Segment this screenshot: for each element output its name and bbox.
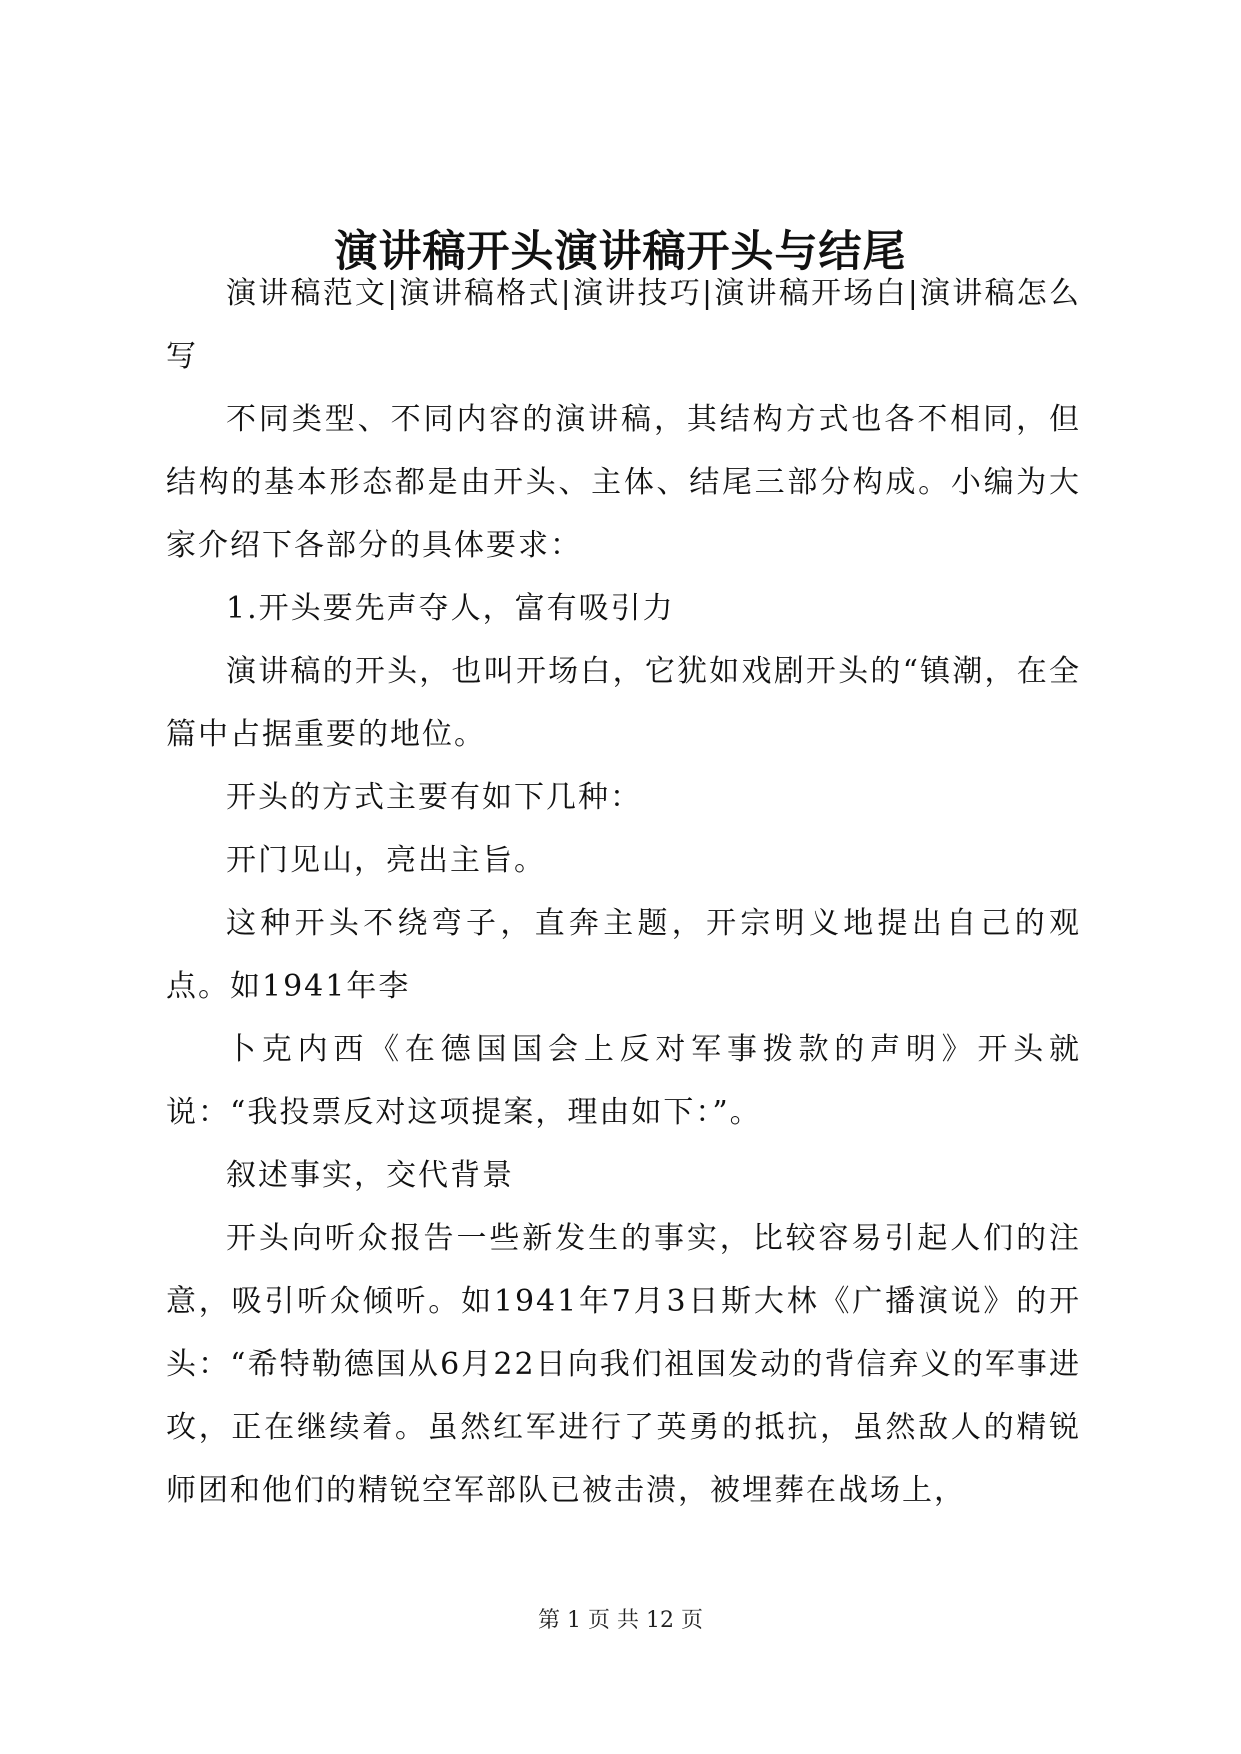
paragraph-liebknecht-quote: 卜克内西《在德国国会上反对军事拨款的声明》开头就说：“我投票反对这项提案，理由如下：”。 (166, 1032, 1081, 1130)
paragraph-method-facts: 叙述事实，交代背景 (226, 1158, 514, 1193)
paragraph-direct-explanation: 这种开头不绕弯子，直奔主题，开宗明义地提出自己的观点。如1941年李 (166, 906, 1081, 1004)
paragraph-opening-methods: 开头的方式主要有如下几种： (226, 780, 642, 815)
paragraph-method-direct: 开门见山，亮出主旨。 (226, 843, 546, 878)
paragraph-facts-explanation: 开头向听众报告一些新发生的事实，比较容易引起人们的注意，吸引听众倾听。如1941年7月3日斯大林《广播演说》的开头：“希特勒德国从6月22日向我们祖国发动的背信弃义的军事进攻，正在继续着。虽然红军进行了英勇的抵抗，虽然敌人的精锐师团和他们的精锐空军部队已被击溃，被埋葬在战场上， (166, 1221, 1081, 1508)
paragraph-intro: 不同类型、不同内容的演讲稿，其结构方式也各不相同，但结构的基本形态都是由开头、主体、结尾三部分构成。小编为大家介绍下各部分的具体要求： (166, 402, 1081, 563)
paragraph-heading-opening: 1.开头要先声夺人，富有吸引力 (226, 591, 675, 626)
document-body (166, 262, 1081, 1522)
page-footer: 第 1 页 共 12 页 (538, 1608, 703, 1633)
paragraph-opening-description: 演讲稿的开头，也叫开场白，它犹如戏剧开头的“镇潮，在全篇中占据重要的地位。 (166, 654, 1081, 752)
document-title: 演讲稿开头演讲稿开头与结尾 (334, 227, 907, 277)
paragraph-categories: 演讲稿范文|演讲稿格式|演讲技巧|演讲稿开场白|演讲稿怎么写 (166, 276, 1081, 374)
